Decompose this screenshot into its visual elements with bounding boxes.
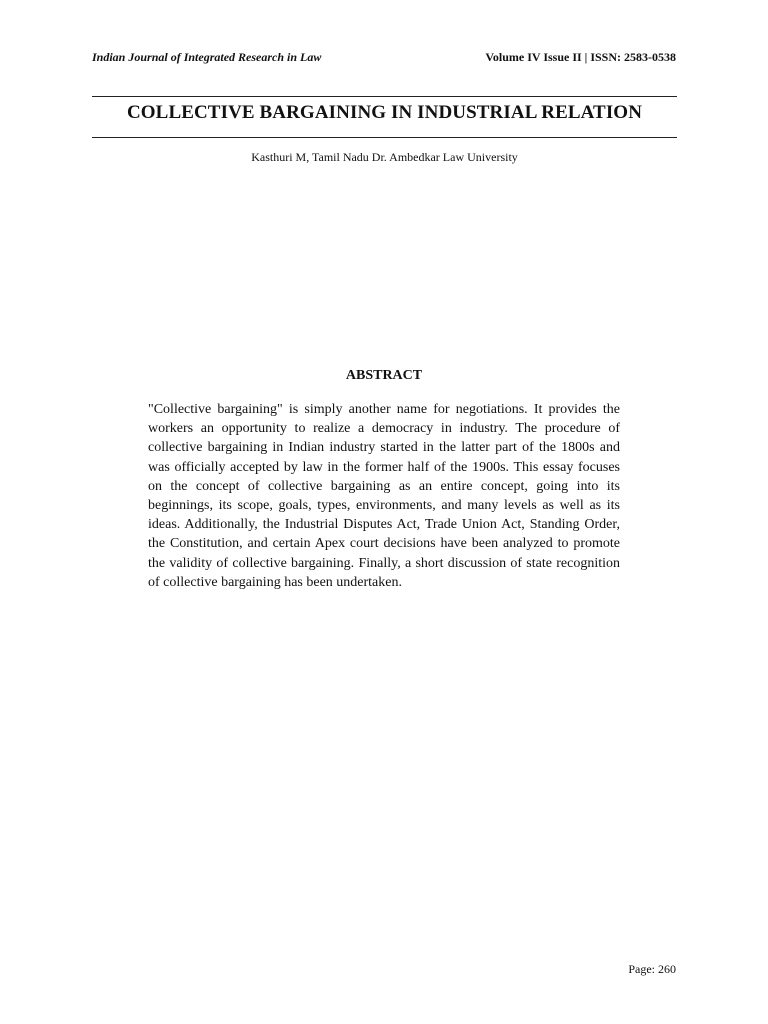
article-title: COLLECTIVE BARGAINING IN INDUSTRIAL RELATION (126, 102, 643, 123)
abstract-body: "Collective bargaining" is simply another name for negotiations. It provides the workers an opportunity to realize a democracy in industry. The procedure of collective bargaining in Indian industry started in the latter part of the 1800s and was officially accepted by law in the former half of the 1900s. This essay focuses on the concept of collective bargaining as an entire concept, going into its beginnings, its scope, goals, types, environments, and many levels as well as its ideas. Additionally, the Industrial Disputes Act, Trade Union Act, Standing Order, the Constitution, and certain Apex court decisions have been analyzed to promote the validity of collective bargaining. Finally, a short discussion of state recognition of collective bargaining has been undertaken. (148, 402, 620, 590)
title-bottom-rule (92, 137, 677, 138)
abstract-heading: ABSTRACT (345, 368, 423, 383)
page-number: Page: 260 (628, 962, 676, 976)
running-header (92, 50, 676, 68)
title-top-rule (92, 96, 677, 97)
volume-issn: Volume IV Issue II | ISSN: 2583-0538 (485, 50, 676, 64)
author-affiliation: Kasthuri M, Tamil Nadu Dr. Ambedkar Law University (251, 150, 518, 164)
journal-name: Indian Journal of Integrated Research in Law (92, 50, 322, 64)
